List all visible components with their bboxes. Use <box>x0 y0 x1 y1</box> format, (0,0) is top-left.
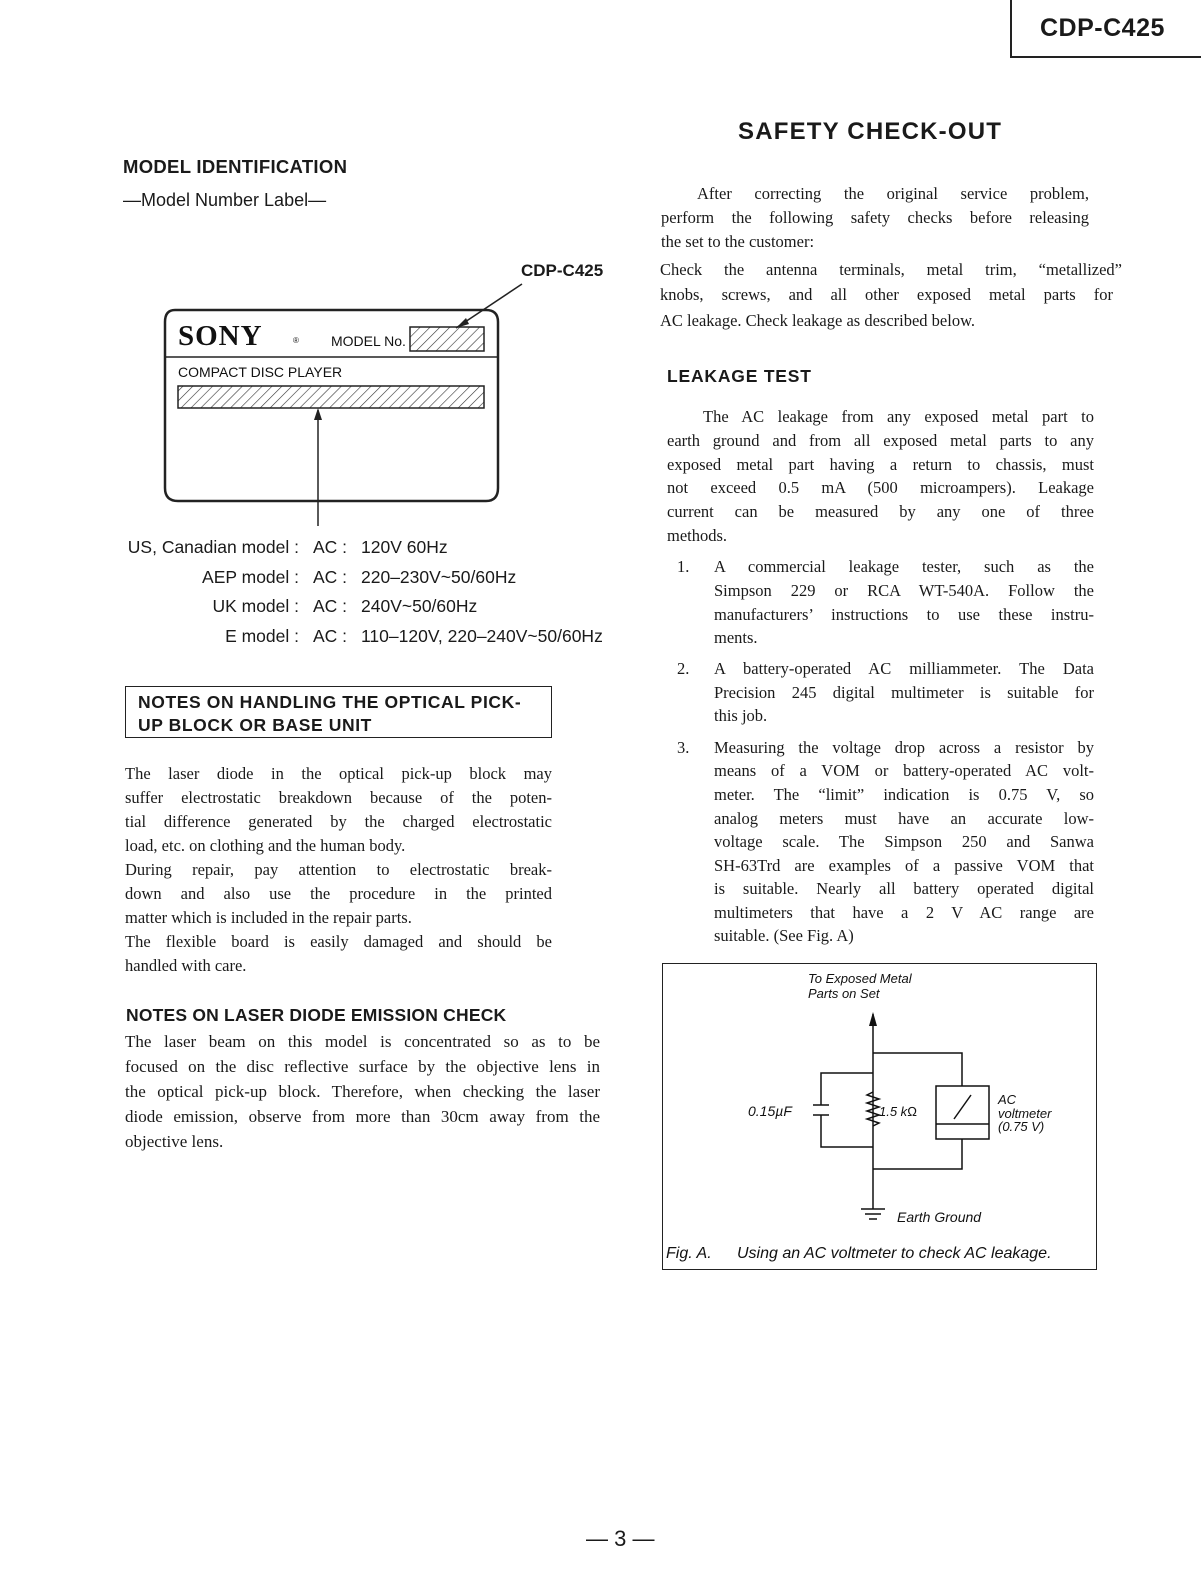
spec-label: E model : <box>225 626 299 646</box>
resistor <box>867 1092 879 1126</box>
spec-ac: AC : <box>313 537 348 557</box>
spec-row <box>0 567 640 591</box>
probe-arrow <box>869 1012 877 1026</box>
capacitor-label: 0.15µF <box>748 1103 792 1119</box>
model-tag <box>1010 0 1201 58</box>
label-callout-model: CDP-C425 <box>521 261 604 280</box>
model-number-label-illustration <box>160 280 530 530</box>
leakage-intro-line: The AC leakage from any exposed metal part to <box>703 407 1094 426</box>
spec-ac: AC : <box>313 596 348 616</box>
serial-hatch <box>178 386 484 408</box>
voltmeter <box>936 1086 989 1139</box>
sony-logo: SONY <box>178 320 263 352</box>
safety-intro-line: the set to the customer: <box>661 232 815 251</box>
laser-check-line: the optical pick-up block. Therefore, when checking the laser <box>125 1082 600 1101</box>
method-line: A battery-operated AC milliammeter. The Data <box>714 659 1094 678</box>
model-identification-title: MODEL IDENTIFICATION <box>123 156 348 177</box>
laser-check-title: NOTES ON LASER DIODE EMISSION CHECK <box>126 1005 507 1025</box>
method-line: SH-63Trd are examples of a passive VOM that <box>714 856 1094 875</box>
spec-label: UK model : <box>212 596 299 616</box>
notes-handling-title-line: NOTES ON HANDLING THE OPTICAL PICK- <box>138 692 522 712</box>
notes-handling-line: load, etc. on clothing and the human body. <box>125 836 406 855</box>
notes-handling-title-line: UP BLOCK OR BASE UNIT <box>138 715 372 735</box>
safety-intro-line: After correcting the original service problem, <box>697 184 1089 203</box>
notes-handling-line: handled with care. <box>125 956 247 975</box>
method-line: Measuring the voltage drop across a resistor by <box>714 738 1094 757</box>
spec-label: AEP model : <box>202 567 299 587</box>
method-line: Simpson 229 or RCA WT-540A. Follow the <box>714 581 1094 600</box>
method-line: manufacturers’ instructions to use these instru- <box>714 605 1094 624</box>
leakage-circuit-diagram <box>663 964 1098 1271</box>
leakage-intro-line: earth ground and from all exposed metal parts to any <box>667 431 1094 450</box>
spec-value: 120V 60Hz <box>361 537 448 557</box>
notes-handling-line: The laser diode in the optical pick-up block may <box>125 764 552 783</box>
spec-ac: AC : <box>313 626 348 646</box>
spec-value: 220–230V~50/60Hz <box>361 567 517 587</box>
model-identification-subtitle: —Model Number Label— <box>123 190 327 210</box>
method-line: suitable. (See Fig. A) <box>714 926 854 945</box>
spec-row <box>0 626 640 650</box>
method-number: 2. <box>677 659 690 678</box>
leakage-intro-line: current can be measured by any one of three <box>667 502 1094 521</box>
figure-caption-prefix: Fig. A. <box>666 1245 712 1262</box>
method-line: multimeters that have a 2 V AC range are <box>714 903 1094 922</box>
voltmeter-needle <box>954 1095 971 1119</box>
meter-label: AC <box>998 1092 1017 1107</box>
method-number: 3. <box>677 738 690 757</box>
method-line: Precision 245 digital multimeter is suitable for <box>714 683 1094 702</box>
method-line: ments. <box>714 628 758 647</box>
notes-handling-line: During repair, pay attention to electrostatic break- <box>125 860 552 879</box>
spec-label: US, Canadian model : <box>127 537 299 557</box>
spec-row <box>0 596 640 620</box>
safety-check-line: AC leakage. Check leakage as described below. <box>660 311 976 330</box>
notes-handling-line: matter which is included in the repair parts. <box>125 908 412 927</box>
page-number: — 3 — <box>586 1526 655 1551</box>
method-line: this job. <box>714 706 768 725</box>
meter-label: (0.75 V) <box>998 1119 1045 1134</box>
wire-bottom <box>873 1139 962 1169</box>
leakage-intro-line: not exceed 0.5 mA (500 microampers). Leakage <box>667 478 1094 497</box>
method-line: A commercial leakage tester, such as the <box>714 557 1094 576</box>
figure-top-label: To Exposed Metal <box>808 971 912 986</box>
notes-handling-line: suffer electrostatic breakdown because of the poten- <box>125 788 552 807</box>
wire-cap-bottom <box>821 1115 873 1147</box>
notes-handling-title-box <box>125 686 552 738</box>
figure-top-label: Parts on Set <box>808 986 880 1001</box>
leakage-intro-line: methods. <box>667 526 728 545</box>
resistor-label: 1.5 kΩ <box>879 1104 918 1119</box>
figure-caption: Using an AC voltmeter to check AC leakage. <box>737 1245 1052 1262</box>
wire-top <box>873 1053 962 1086</box>
model-tag-text: CDP-C425 <box>1040 14 1165 42</box>
safety-intro-line: perform the following safety checks before releasing <box>661 208 1089 227</box>
leakage-intro-line: exposed metal part having a return to chassis, must <box>667 455 1094 474</box>
method-line: is suitable. Nearly all battery operated digital <box>714 879 1094 898</box>
laser-check-line: objective lens. <box>125 1132 224 1151</box>
registered-mark: ® <box>293 336 299 345</box>
ground-label: Earth Ground <box>897 1209 982 1225</box>
method-line: meter. The “limit” indication is 0.75 V, so <box>714 785 1094 804</box>
notes-handling-line: tial difference generated by the charged electrostatic <box>125 812 552 831</box>
method-line: means of a VOM or battery-operated AC volt- <box>714 761 1094 780</box>
method-number: 1. <box>677 557 690 576</box>
spec-row <box>0 537 640 561</box>
figure-a-box <box>662 963 1097 1270</box>
laser-check-line: focused on the disc reflective surface by the objective lens in <box>125 1057 600 1076</box>
model-no-text: MODEL No. <box>331 333 406 349</box>
laser-check-line: diode emission, observe from more than 30cm away from the <box>125 1107 600 1126</box>
safety-check-line: knobs, screws, and all other exposed metal parts for <box>660 285 1113 304</box>
model-no-hatch <box>410 327 484 351</box>
method-line: analog meters must have an accurate low- <box>714 809 1094 828</box>
notes-handling-line: down and also use the procedure in the printed <box>125 884 552 903</box>
safety-checkout-title: SAFETY CHECK-OUT <box>738 118 1003 145</box>
meter-label: voltmeter <box>998 1106 1052 1121</box>
notes-handling-line: The flexible board is easily damaged and should be <box>125 932 552 951</box>
safety-check-line: Check the antenna terminals, metal trim, “metallized” <box>660 260 1122 279</box>
laser-check-line: The laser beam on this model is concentrated so as to be <box>125 1032 600 1051</box>
spec-value: 110–120V, 220–240V~50/60Hz <box>361 626 603 646</box>
spec-ac: AC : <box>313 567 348 587</box>
product-name-text: COMPACT DISC PLAYER <box>178 364 343 380</box>
method-line: voltage scale. The Simpson 250 and Sanwa <box>714 832 1094 851</box>
wire-cap-top <box>821 1073 873 1105</box>
leakage-test-title: LEAKAGE TEST <box>667 366 812 386</box>
spec-value: 240V~50/60Hz <box>361 596 478 616</box>
